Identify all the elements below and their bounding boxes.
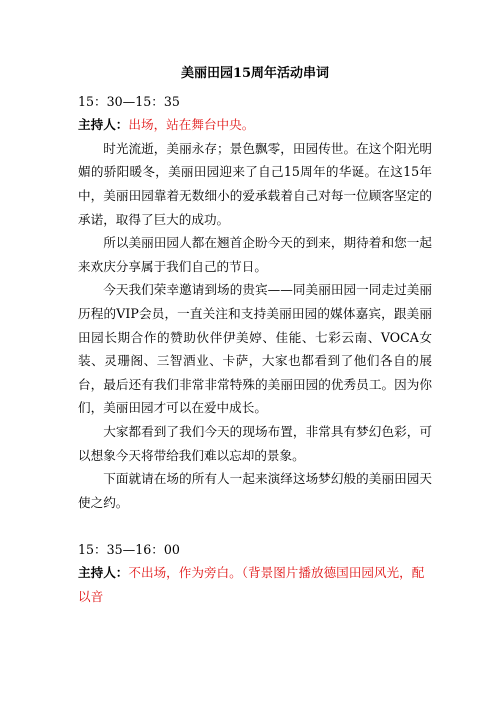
host-line <box>78 561 432 608</box>
time-range: 15：35—16：00 <box>78 541 180 557</box>
paragraph: 大家都看到了我们今天的现场布置，非常具有梦幻色彩，可以想象今天将带给我们难以忘却的景象。 <box>78 423 432 463</box>
document-title: 美丽田园15周年活动串词 <box>180 66 330 81</box>
host-action: 出场，站在舞台中央。 <box>128 117 255 133</box>
host-line <box>78 113 432 137</box>
host-action: 不出场，作为旁白。（背景图片播放德国田园风光，配以音 <box>78 565 425 605</box>
paragraph: 下面就请在场的所有人一起来演绎这场梦幻般的美丽田园天使之约。 <box>78 471 432 510</box>
blank-line <box>78 514 432 538</box>
paragraph: 今天我们荣幸邀请到场的贵宾——同美丽田园一同走过美丽历程的VIP会员，一直关注和支持美丽田园的媒体嘉宾，跟美丽田园长期合作的赞助伙伴伊美婷、佳能、七彩云南、VOCA女装、灵珊阁、三智酒业、卡萨，大家也都看到了他们各自的展台，最后还有我们非常非常特殊的美丽田园的优秀员工。因为你们，美丽田园才可以在爱中成长。 <box>78 282 432 416</box>
host-label: 主持人： <box>78 117 129 133</box>
paragraph: 时光流逝，美丽永存；景色飘零，田园传世。在这个阳光明媚的骄阳暖冬，美丽田园迎来了自己15周年的华诞。在这15年中，美丽田园靠着无数细小的爱承载着自己对每一位顾客坚定的承诺，取得了巨大的成功。 <box>78 140 432 227</box>
host-label: 主持人： <box>78 565 129 581</box>
section-1 <box>78 90 432 515</box>
section-2 <box>78 538 432 609</box>
paragraph: 所以美丽田园人都在翘首企盼今天的到来，期待着和您一起来欢庆分享属于我们自己的节日。 <box>78 235 432 274</box>
time-range: 15：30—15：35 <box>78 93 180 109</box>
